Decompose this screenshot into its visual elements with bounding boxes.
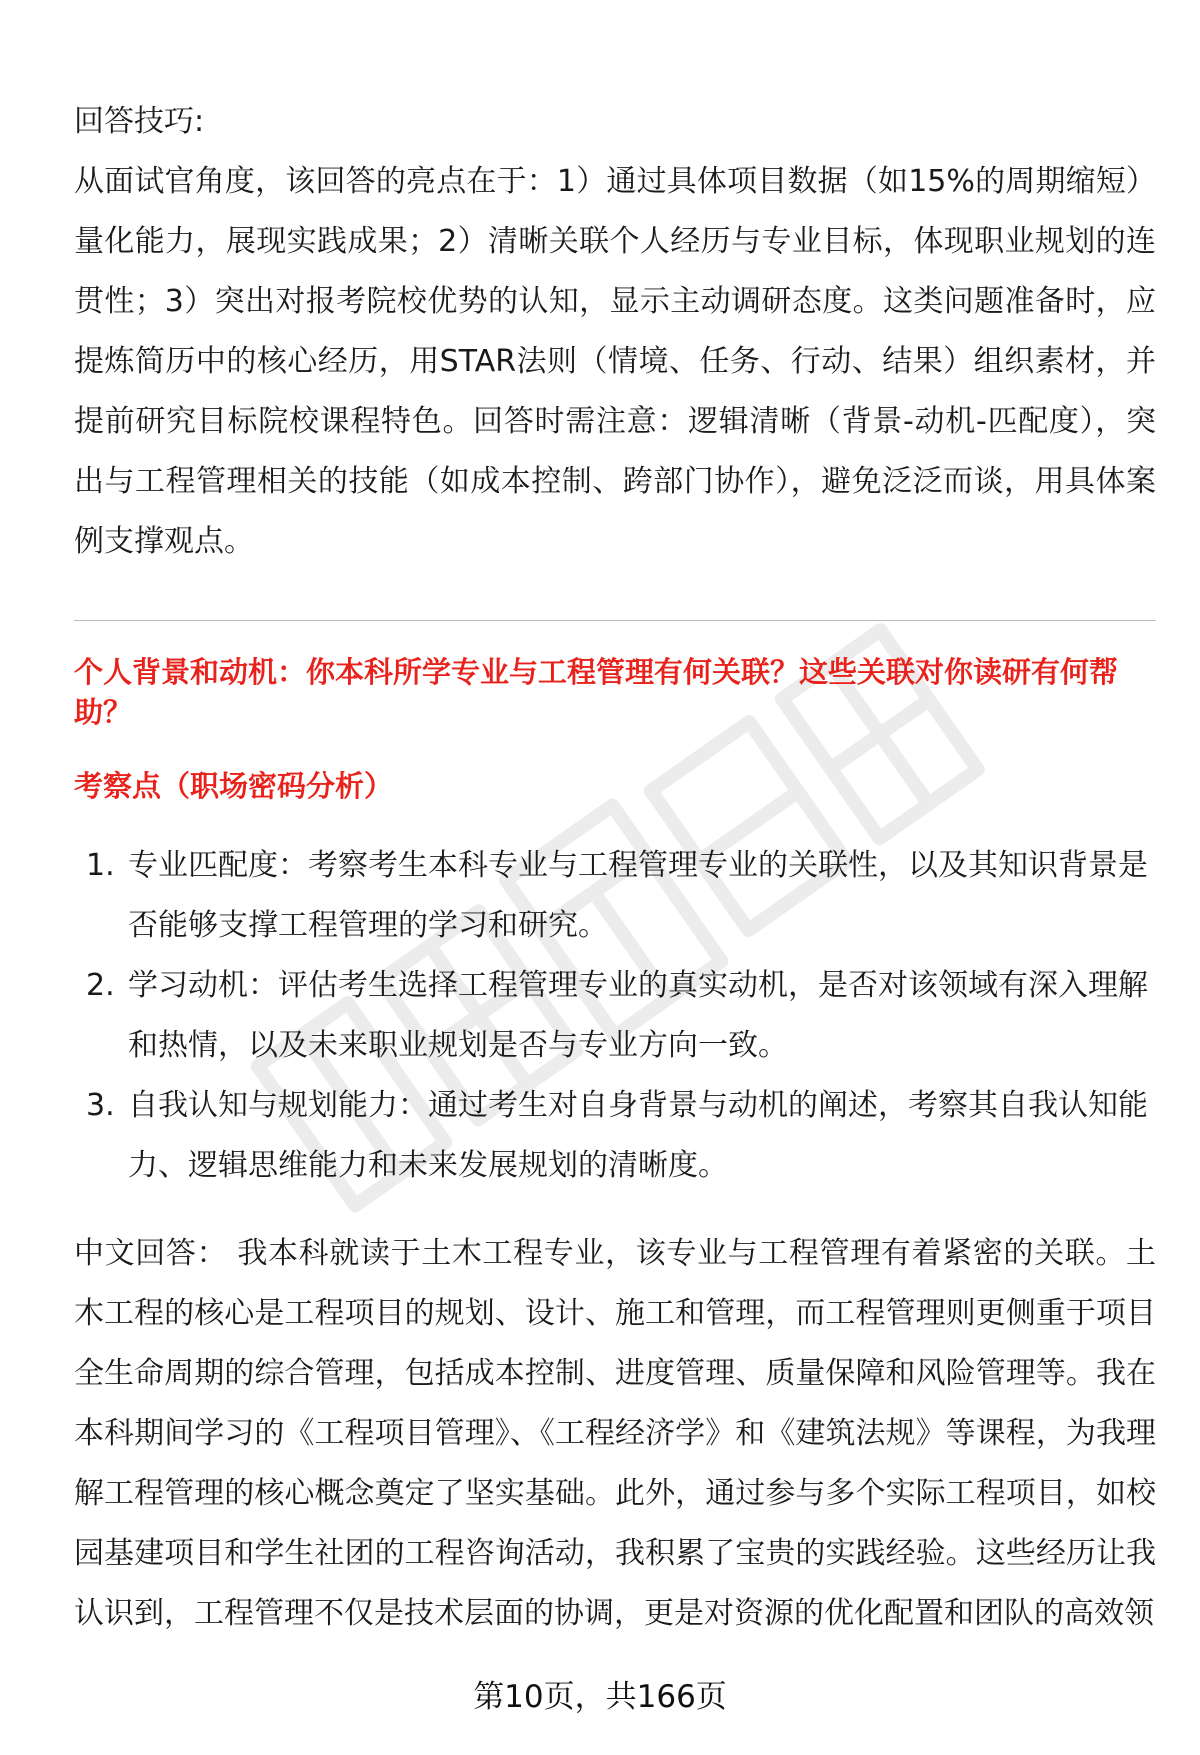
list-item-number: 1.	[86, 848, 115, 883]
tips-text: 从面试官角度，该回答的亮点在于：1）通过具体项目数据（如15%的周期缩短）量化能力，展现实践成果；2）清晰关联个人经历与专业目标，体现职业规划的连贯性；3）突出对报考院校优势的认知，显示主动调研态度。这类问题准备时，应提炼简历中的核心经历，用STAR法则（情境、任务、行动、结果）组织素材，并提前研究目标院校课程特色。回答时需注意：逻辑清晰（背景-动机-匹配度），突出与工程管理相关的技能（如成本控制、跨部门协作），避免泛泛而谈，用具体案例支撑观点。	[74, 164, 1156, 559]
list-item-number: 3.	[86, 1088, 115, 1123]
list-item	[74, 1076, 1156, 1196]
section-divider	[74, 620, 1156, 621]
list-item	[74, 836, 1156, 956]
list-item	[74, 956, 1156, 1076]
focus-heading: 考察点（职场密码分析）	[74, 769, 394, 803]
list-item-text: 专业匹配度：考察考生本科专业与工程管理专业的关联性，以及其知识背景是否能够支撑工程管理的学习和研究。	[128, 848, 1148, 943]
tips-label: 回答技巧:	[74, 104, 205, 139]
list-item-number: 2.	[86, 968, 115, 1003]
question-title: 个人背景和动机：你本科所学专业与工程管理有何关联？这些关联对你读研有何帮助？	[74, 655, 1119, 729]
list-item-text: 学习动机：评估考生选择工程管理专业的真实动机，是否对该领域有深入理解和热情，以及未来职业规划是否与专业方向一致。	[128, 968, 1148, 1063]
list-item-text: 自我认知与规划能力：通过考生对自身背景与动机的阐述，考察其自我认知能力、逻辑思维能力和未来发展规划的清晰度。	[128, 1088, 1148, 1183]
answer-text: 中文回答： 我本科就读于土木工程专业，该专业与工程管理有着紧密的关联。土木工程的核心是工程项目的规划、设计、施工和管理，而工程管理则更侧重于项目全生命周期的综合管理，包括成本控制、进度管理、质量保障和风险管理等。我在本科期间学习的《工程项目管理》、《工程经济学》和《建筑法规》等课程，为我理解工程管理的核心概念奠定了坚实基础。此外，通过参与多个实际工程项目，如校园基建项目和学生社团的工程咨询活动，我积累了宝贵的实践经验。这些经历让我认识到，工程管理不仅是技术层面的协调，更是对资源的优化配置和团队的高效领	[74, 1236, 1156, 1631]
focus-points-list	[74, 836, 1156, 1196]
page-footer: 第10页，共166页	[473, 1679, 727, 1715]
tips-section	[74, 92, 1156, 572]
